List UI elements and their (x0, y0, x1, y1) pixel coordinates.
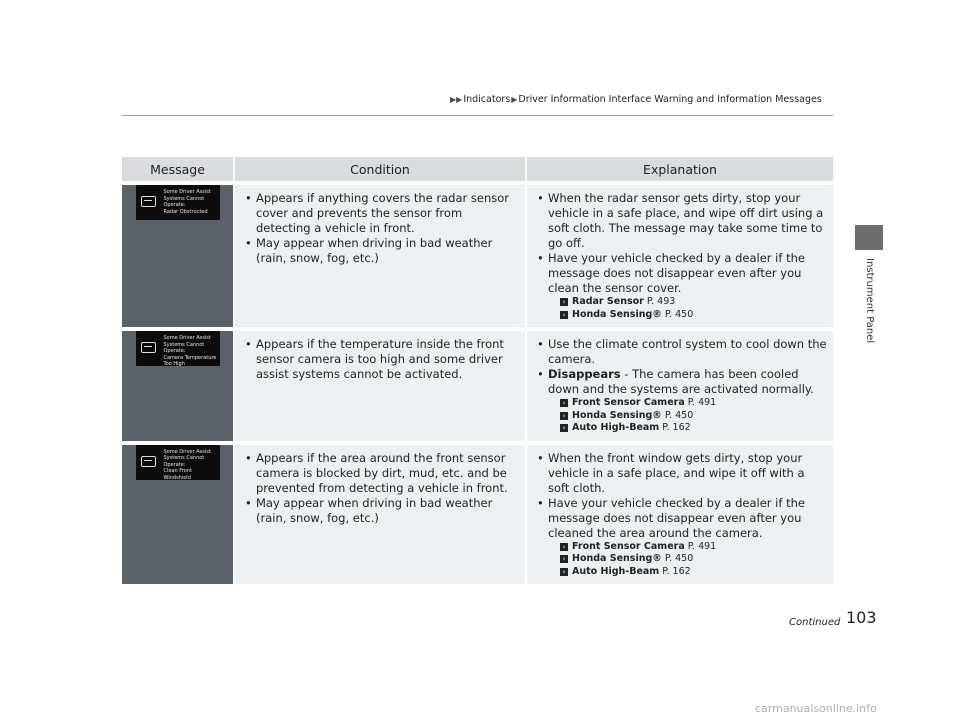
message-image-cell (122, 443, 234, 585)
messages-table (122, 157, 833, 584)
breadcrumb-part2: Driver Information Interface Warning and Information Messages (518, 94, 822, 105)
watermark: carmanualsonline.info (755, 702, 877, 715)
screen-line: Too High (163, 361, 185, 367)
windshield-icon (141, 456, 156, 467)
page-reference[interactable]: › Auto High-Beam P. 162 (535, 566, 827, 579)
header-explanation: Explanation (526, 157, 833, 183)
list-item: • Appears if anything covers the radar sensor cover and prevents the sensor from detecting a vehicle in front. (245, 191, 509, 235)
explanation-cell (526, 329, 833, 443)
screen-line: Camera Temperature (163, 354, 217, 361)
screen-line: Clean Front Windshield (163, 468, 192, 481)
page-number: 103 (846, 608, 877, 627)
condition-cell (234, 183, 526, 329)
page-reference[interactable]: › Honda Sensing® P. 450 (535, 553, 827, 566)
list-item: • When the radar sensor gets dirty, stop your vehicle in a safe place, and wipe off dirt using a soft cloth. The message may take some time to go off. (537, 191, 824, 250)
explanation-cell (526, 183, 833, 329)
table-row (122, 329, 833, 443)
camera-icon (141, 342, 156, 353)
header-condition: Condition (234, 157, 526, 183)
screen-line: Systems Cannot (163, 455, 205, 461)
page-reference[interactable]: › Honda Sensing® P. 450 (535, 410, 827, 423)
header-message: Message (122, 157, 234, 183)
list-item: • Appears if the temperature inside the front sensor camera is too high and some driver assist systems cannot be activated. (245, 337, 504, 381)
double-arrow-icon: ▶▶ (450, 95, 463, 104)
list-item: • Appears if the area around the front sensor camera is blocked by dirt, mud, etc. and be prevented from detecting a vehicle in front. (245, 450, 508, 495)
screen-line: Systems Cannot (163, 195, 205, 202)
explanation-cell (526, 443, 833, 585)
list-item: • Have your vehicle checked by a dealer if the message does not disappear even after you clean the sensor cover. (537, 251, 805, 295)
reference-arrow-icon: › (560, 298, 568, 306)
message-image-cell (122, 183, 234, 329)
reference-arrow-icon: › (560, 543, 568, 551)
screen-line: Some Driver Assist (163, 335, 211, 341)
condition-cell (234, 329, 526, 443)
reference-arrow-icon: › (560, 399, 568, 407)
warning-screen (136, 445, 220, 480)
page-reference[interactable]: › Honda Sensing® P. 450 (535, 309, 827, 322)
section-tab (855, 225, 883, 250)
reference-arrow-icon: › (560, 568, 568, 576)
table-row (122, 183, 833, 329)
reference-arrow-icon: › (560, 311, 568, 319)
screen-line: Radar Obstructed (163, 208, 208, 215)
condition-cell (234, 443, 526, 585)
radar-icon (141, 196, 156, 207)
table-header-row (122, 157, 833, 183)
header-rule (122, 115, 833, 116)
page-reference[interactable]: › Radar Sensor P. 493 (535, 296, 827, 309)
list-item: • Have your vehicle checked by a dealer if the message does not disappear even after you cleaned the area around the camera. (537, 495, 805, 540)
reference-arrow-icon: › (560, 555, 568, 563)
arrow-icon: ▶ (511, 95, 518, 104)
reference-arrow-icon: › (560, 412, 568, 420)
message-image-cell (122, 329, 234, 443)
screen-line: Operate: (163, 461, 186, 468)
screen-line: Systems Cannot Operate: (163, 341, 205, 354)
warning-screen (136, 331, 220, 366)
page-reference[interactable]: › Auto High-Beam P. 162 (535, 422, 827, 435)
list-item: • Disappears - The camera has been cooled down and the systems are activated normally. (537, 367, 814, 396)
reference-arrow-icon: › (560, 424, 568, 432)
page-reference[interactable]: › Front Sensor Camera P. 491 (535, 541, 827, 554)
table-row (122, 443, 833, 585)
screen-line: Some Driver Assist (163, 448, 211, 455)
page-reference[interactable]: › Front Sensor Camera P. 491 (535, 397, 827, 410)
breadcrumb (449, 94, 822, 105)
list-item: • May appear when driving in bad weather (rain, snow, fog, etc.) (245, 236, 493, 265)
screen-line: Operate: (163, 202, 186, 208)
section-label: Instrument Panel (864, 258, 875, 344)
warning-screen (136, 185, 220, 220)
continued-label: Continued (789, 617, 841, 628)
screen-line: Some Driver Assist (163, 189, 211, 195)
list-item: • May appear when driving in bad weather (rain, snow, fog, etc.) (245, 495, 493, 525)
breadcrumb-part1: Indicators (463, 94, 511, 105)
list-item: • When the front window gets dirty, stop your vehicle in a safe place, and wipe it off with a soft cloth. (537, 450, 805, 495)
list-item: • Use the climate control system to cool down the camera. (537, 337, 827, 366)
